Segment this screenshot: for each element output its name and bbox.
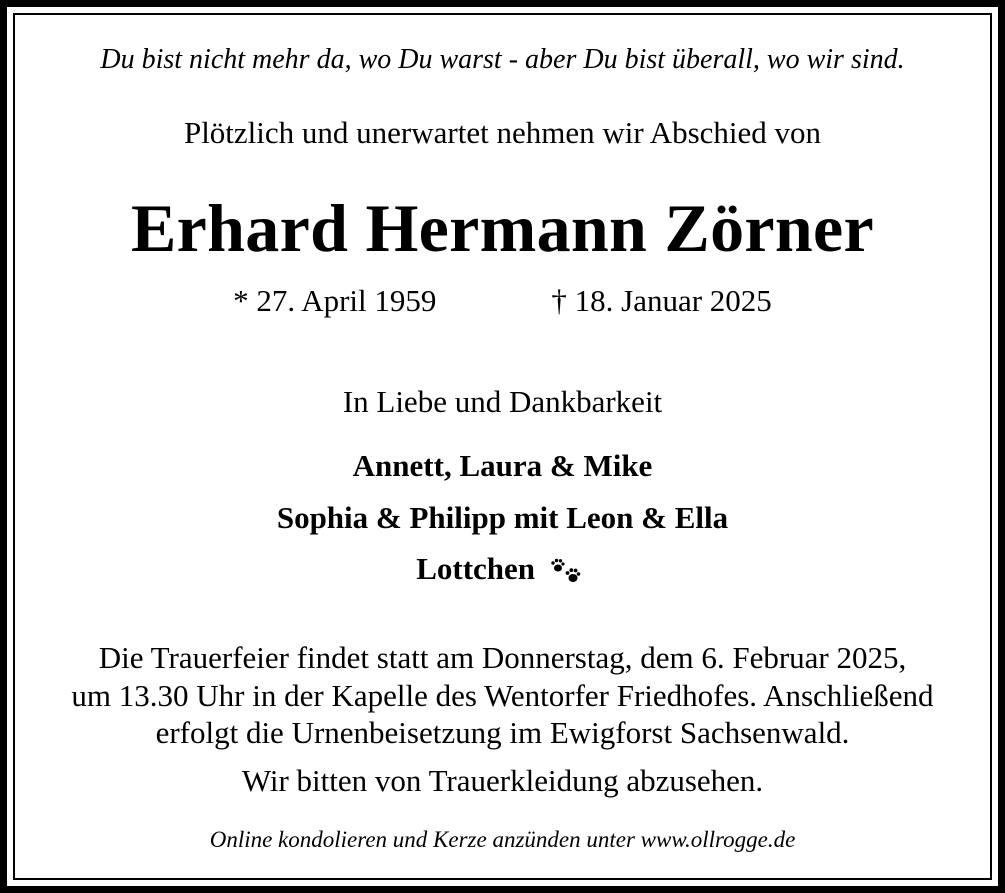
life-dates [0,285,1005,316]
attire-request: Wir bitten von Trauerkleidung abzusehen. [241,763,764,798]
service-line-2: um 13.30 Uhr in der Kapelle des Wentorfer Friedhofes. Anschließend [71,678,934,713]
deceased-name: Erhard Hermann Zörner [131,190,874,266]
family-line-2: Sophia & Philipp mit Leon & Ella [276,500,729,535]
intro-text: Plötzlich und unerwartet nehmen wir Abschied von [183,115,822,150]
service-line-1: Die Trauerfeier findet statt am Donnerstag, dem 6. Februar 2025, [98,640,907,675]
paw-prints-icon [549,558,589,586]
death-date: † 18. Januar 2025 [551,283,772,318]
motto-text: Du bist nicht mehr da, wo Du warst - aber Du bist überall, wo wir sind. [100,44,905,75]
service-line-3: erfolgt die Urnenbeisetzung im Ewigforst Sachsenwald. [155,715,850,750]
family-line-1: Annett, Laura & Mike [352,448,653,483]
pet-name: Lottchen [416,551,536,586]
birth-date: * 27. April 1959 [233,283,437,318]
online-condolence-note: Online kondolieren und Kerze anzünden unter www.ollrogge.de [209,827,796,852]
family-line-3 [0,553,1005,586]
gratitude-text: In Liebe und Dankbarkeit [342,384,663,419]
